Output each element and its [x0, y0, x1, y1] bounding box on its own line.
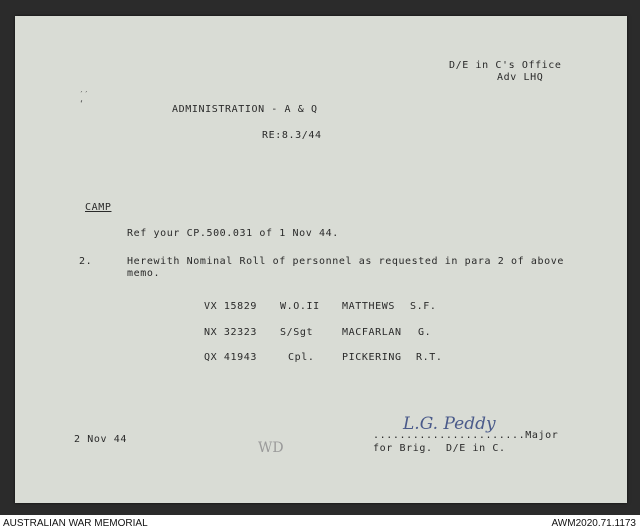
signatory-office: D/E in C.: [446, 443, 506, 454]
office-line: D/E in C's Office: [449, 60, 562, 71]
paragraph-2-number: 2.: [79, 256, 93, 267]
initials: R.T.: [416, 352, 443, 363]
paragraph-2-line-1: Herewith Nominal Roll of personnel as requested in para 2 of above: [127, 256, 564, 267]
hq-line: Adv LHQ: [497, 72, 544, 83]
document-heading: ADMINISTRATION - A & Q: [172, 104, 318, 115]
surname: MATTHEWS: [342, 301, 395, 312]
rank: S/Sgt: [280, 327, 314, 338]
paragraph-1: Ref your CP.500.031 of 1 Nov 44.: [127, 228, 339, 239]
rank: W.O.II: [280, 301, 320, 312]
service-number: QX 41943: [204, 352, 257, 363]
addressee: CAMP: [85, 202, 112, 213]
paragraph-2-line-2: memo.: [127, 268, 161, 279]
reference-number: RE:8.3/44: [262, 130, 322, 141]
document-page: [15, 16, 627, 503]
pencil-annotation: WD: [258, 440, 284, 456]
surname: MACFARLAN: [342, 327, 402, 338]
signature-line: .......................Major: [373, 430, 559, 441]
archive-reference: AWM2020.71.1173: [551, 518, 636, 529]
handwritten-signature: L.G. Peddy: [403, 414, 496, 434]
service-number: VX 15829: [204, 301, 257, 312]
initials: S.F.: [410, 301, 437, 312]
signatory-for: for Brig.: [373, 443, 433, 454]
margin-marks: ′′ ‘: [79, 90, 89, 108]
service-number: NX 32323: [204, 327, 257, 338]
rank: Cpl.: [288, 352, 315, 363]
archive-name: AUSTRALIAN WAR MEMORIAL: [3, 518, 148, 529]
archive-footer: [0, 515, 640, 531]
document-date: 2 Nov 44: [74, 434, 127, 445]
surname: PICKERING: [342, 352, 402, 363]
initials: G.: [418, 327, 432, 338]
